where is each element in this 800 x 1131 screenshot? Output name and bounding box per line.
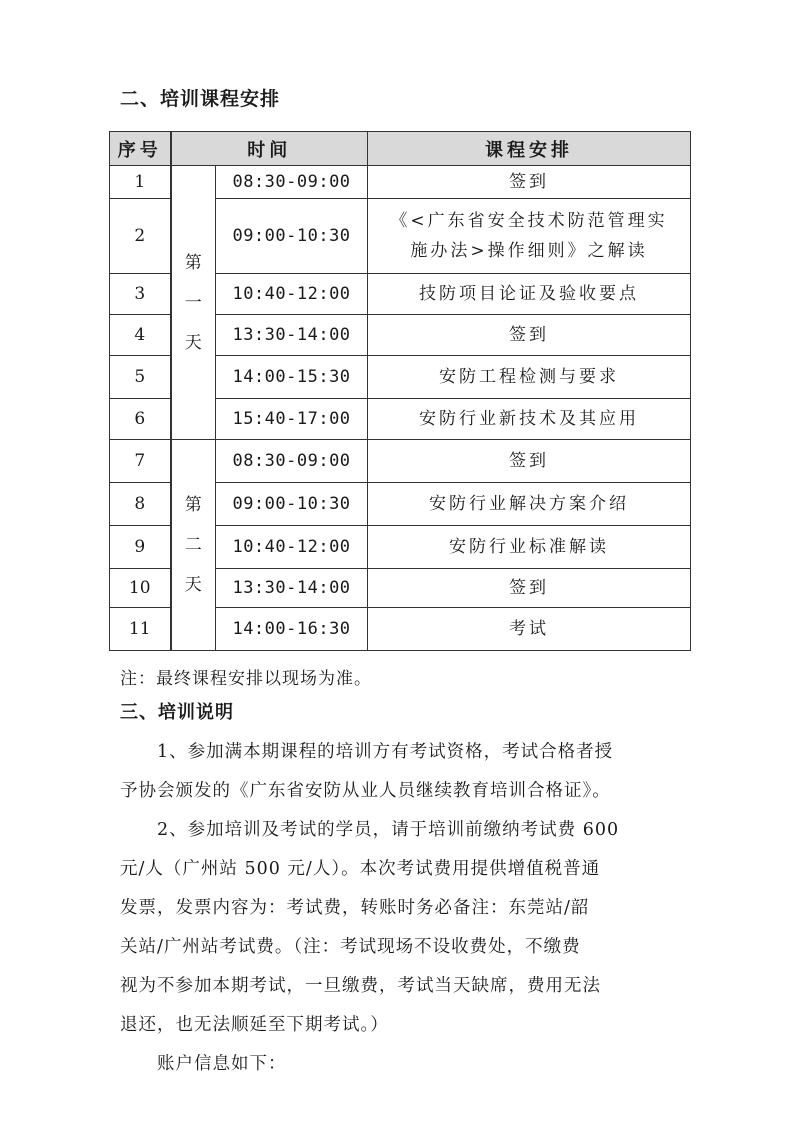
row-time: 13:30-14:00 bbox=[216, 569, 368, 608]
row-time: 09:00-10:30 bbox=[216, 483, 368, 526]
row-course-line: 施办法>操作细则》之解读 bbox=[410, 241, 648, 261]
row-course: 技防项目论证及验收要点 bbox=[368, 274, 691, 315]
row-course: 安防工程检测与要求 bbox=[368, 356, 691, 399]
row-number: 1 bbox=[110, 166, 171, 199]
row-time: 09:00-10:30 bbox=[216, 199, 368, 274]
schedule-note: 注：最终课程安排以现场为准。 bbox=[120, 669, 372, 689]
paragraph-line: 退还，也无法顺延至下期考试。） bbox=[120, 1015, 389, 1035]
row-course: 签到 bbox=[368, 440, 691, 483]
table-row bbox=[110, 166, 691, 199]
day-2-label: 第二天 bbox=[184, 495, 202, 595]
training-schedule-table bbox=[109, 131, 691, 651]
row-number: 5 bbox=[110, 356, 171, 399]
row-number: 6 bbox=[110, 399, 171, 440]
row-time: 14:00-15:30 bbox=[216, 356, 368, 399]
row-course: 签到 bbox=[368, 315, 691, 356]
row-course: 签到 bbox=[368, 166, 691, 199]
paragraph-line: 2、参加培训及考试的学员，请于培训前缴纳考试费 600 bbox=[157, 820, 620, 840]
row-course: 安防行业解决方案介绍 bbox=[368, 483, 691, 526]
day-1-label: 第一天 bbox=[184, 252, 202, 353]
header-course: 课程安排 bbox=[368, 132, 691, 166]
header-time: 时间 bbox=[171, 132, 368, 166]
row-time: 08:30-09:00 bbox=[216, 166, 368, 199]
row-number: 11 bbox=[110, 608, 171, 651]
row-number: 8 bbox=[110, 483, 171, 526]
row-number: 2 bbox=[110, 199, 171, 274]
table-header-row bbox=[110, 132, 691, 166]
table-row bbox=[110, 440, 691, 483]
row-time: 15:40-17:00 bbox=[216, 399, 368, 440]
account-intro-line: 账户信息如下： bbox=[157, 1054, 287, 1074]
section-2-title: 二、培训课程安排 bbox=[120, 88, 281, 110]
paragraph-2 bbox=[120, 811, 695, 1045]
row-course: 安防行业新技术及其应用 bbox=[368, 399, 691, 440]
paragraph-line: 发票，发票内容为：考试费，转账时务必备注：东莞站/韶 bbox=[120, 898, 590, 918]
day-1-cell bbox=[171, 166, 216, 440]
row-time: 10:40-12:00 bbox=[216, 274, 368, 315]
row-time: 14:00-16:30 bbox=[216, 608, 368, 651]
row-number: 4 bbox=[110, 315, 171, 356]
paragraph-line: 视为不参加本期考试，一旦缴费，考试当天缺席，费用无法 bbox=[120, 976, 601, 996]
row-number: 9 bbox=[110, 526, 171, 569]
row-course bbox=[368, 199, 691, 274]
row-course: 签到 bbox=[368, 569, 691, 608]
row-course: 安防行业标准解读 bbox=[368, 526, 691, 569]
row-number: 7 bbox=[110, 440, 171, 483]
row-course-line: 《<广东省安全技术防范管理实 bbox=[390, 211, 668, 231]
row-number: 10 bbox=[110, 569, 171, 608]
paragraph-1 bbox=[120, 733, 695, 811]
row-number: 3 bbox=[110, 274, 171, 315]
header-number: 序号 bbox=[110, 132, 171, 166]
paragraph-line: 予协会颁发的《广东省安防从业人员继续教育培训合格证》。 bbox=[120, 781, 611, 801]
day-2-cell bbox=[171, 440, 216, 651]
row-time: 13:30-14:00 bbox=[216, 315, 368, 356]
row-time: 10:40-12:00 bbox=[216, 526, 368, 569]
row-course: 考试 bbox=[368, 608, 691, 651]
section-3-title: 三、培训说明 bbox=[120, 702, 234, 723]
paragraph-line: 1、参加满本期课程的培训方有考试资格，考试合格者授 bbox=[157, 742, 614, 762]
row-time: 08:30-09:00 bbox=[216, 440, 368, 483]
paragraph-line: 元/人（广州站 500 元/人）。本次考试费用提供增值税普通 bbox=[120, 859, 601, 879]
account-intro bbox=[120, 1045, 695, 1084]
paragraph-line: 关站/广州站考试费。（注：考试现场不设收费处，不缴费 bbox=[120, 937, 581, 957]
